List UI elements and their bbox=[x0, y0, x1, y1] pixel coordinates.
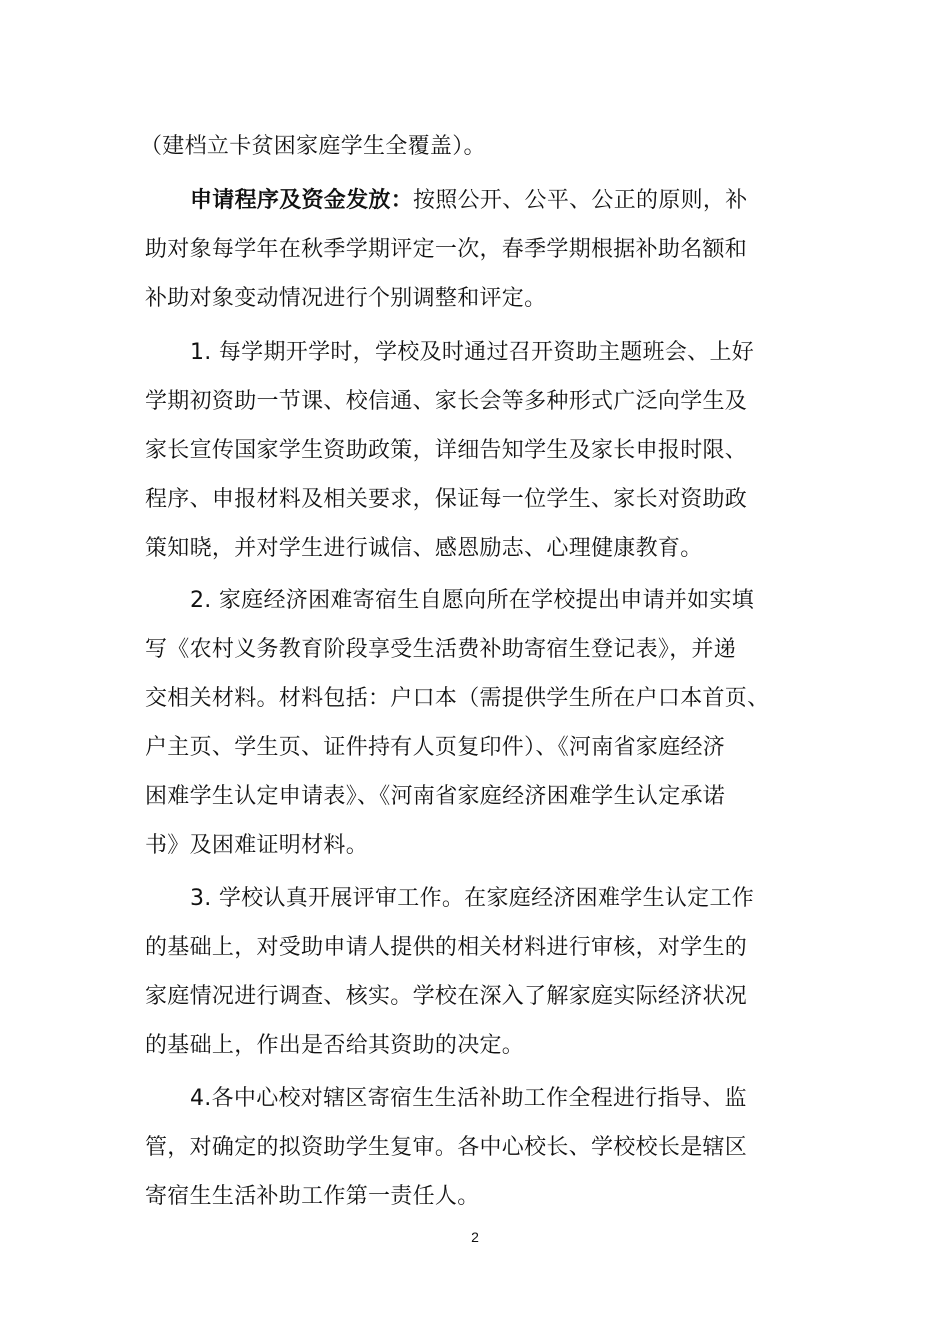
text-line: 策知晓，并对学生进行诚信、感恩励志、心理健康教育。 bbox=[145, 536, 703, 561]
text-line: 学期初资助一节课、校信通、家长会等多种形式广泛向学生及 bbox=[145, 389, 748, 414]
text-line: 家长宣传国家学生资助政策，详细告知学生及家长申报时限、 bbox=[145, 438, 748, 463]
text-line: 户主页、学生页、证件持有人页复印件）、《河南省家庭经济 bbox=[145, 735, 726, 760]
text-line: 按照公开、公平、公正的原则，补 bbox=[413, 188, 748, 213]
text-line: 4.各中心校对辖区寄宿生生活补助工作全程进行指导、监 bbox=[190, 1086, 747, 1111]
page-number: 2 bbox=[471, 1229, 479, 1245]
text-line: （建档立卡贫困家庭学生全覆盖）。 bbox=[140, 134, 486, 159]
text-line: 管，对确定的拟资助学生复审。各中心校长、学校校长是辖区 bbox=[145, 1135, 748, 1160]
text-line: 补助对象变动情况进行个别调整和评定。 bbox=[145, 286, 547, 311]
section-heading: 申请程序及资金发放： bbox=[190, 188, 414, 213]
text-line: 的基础上，作出是否给其资助的决定。 bbox=[145, 1033, 525, 1058]
text-line: 书》及困难证明材料。 bbox=[145, 833, 369, 858]
text-line: 1. 每学期开学时，学校及时通过召开资助主题班会、上好 bbox=[190, 340, 755, 365]
text-line: 写《农村义务教育阶段享受生活费补助寄宿生登记表》，并递 bbox=[145, 637, 737, 662]
text-line: 的基础上，对受助申请人提供的相关材料进行审核，对学生的 bbox=[145, 935, 748, 960]
text-line: 3. 学校认真开展评审工作。在家庭经济困难学生认定工作 bbox=[190, 886, 755, 911]
text-line: 困难学生认定申请表》、《河南省家庭经济困难学生认定承诺 bbox=[145, 784, 726, 809]
text-line: 家庭情况进行调查、核实。学校在深入了解家庭实际经济状况 bbox=[145, 984, 748, 1009]
text-line: 助对象每学年在秋季学期评定一次，春季学期根据补助名额和 bbox=[145, 237, 748, 262]
text-line: 程序、申报材料及相关要求，保证每一位学生、家长对资助政 bbox=[145, 487, 748, 512]
text-line: 交相关材料。材料包括：户口本（需提供学生所在户口本首页、 bbox=[145, 686, 770, 711]
paragraph-first-line bbox=[190, 186, 748, 216]
text-line: 2. 家庭经济困难寄宿生自愿向所在学校提出申请并如实填 bbox=[190, 588, 755, 613]
text-line: 寄宿生生活补助工作第一责任人。 bbox=[145, 1184, 480, 1209]
